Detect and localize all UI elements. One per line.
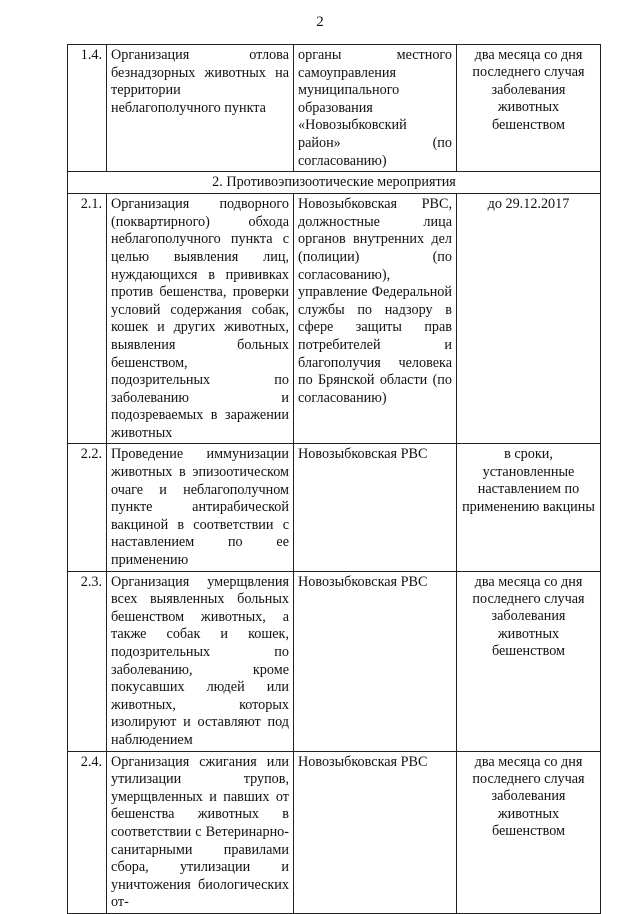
row-number: 1.4.	[68, 45, 107, 172]
responsible-text: Новозыбковская РВС	[294, 444, 457, 571]
table-row	[68, 194, 601, 444]
responsible-text: Новозыбковская РВС	[294, 751, 457, 913]
term-text: два месяца со дня последнего случая заболевания животных бешенством	[457, 45, 601, 172]
table-row	[68, 751, 601, 913]
term-text: до 29.12.2017	[457, 194, 601, 444]
measure-text: Проведение иммунизации животных в эпизоотическом очаге и неблагополучном пункте антирабической вакциной в соответствии с наставлением по ее применению	[107, 444, 294, 571]
measures-table	[67, 44, 601, 914]
term-text: два месяца со дня последнего случая заболевания животных бешенством	[457, 751, 601, 913]
page-number: 2	[316, 14, 324, 30]
section-row	[68, 172, 601, 194]
responsible-text: Новозыбковская РВС, должностные лица органов внутренних дел (полиции) (по согласованию), управление Федеральной службы по надзору в сфере защиты прав потребителей и благополучия человека по Брянской области (по согласованию)	[294, 194, 457, 444]
section-title: 2. Противоэпизоотические мероприятия	[68, 172, 601, 194]
row-number: 2.3.	[68, 571, 107, 751]
row-number: 2.4.	[68, 751, 107, 913]
term-text: два месяца со дня последнего случая заболевания животных бешенством	[457, 571, 601, 751]
term-text: в сроки, установленные наставлением по применению вакцины	[457, 444, 601, 571]
row-number: 2.2.	[68, 444, 107, 571]
table-row	[68, 45, 601, 172]
measure-text: Организация подворного (поквартирного) обхода неблагополучного пункта с целью выявления лиц, нуждающихся в прививках против бешенства, проверки условий содержания собак, кошек и других животных, выявления больных бешенством, подозрительных по заболеванию и подозреваемых в заражении животных	[107, 194, 294, 444]
table-row	[68, 571, 601, 751]
table-row	[68, 444, 601, 571]
measure-text: Организация отлова безнадзорных животных на территории неблагополучного пункта	[107, 45, 294, 172]
row-number: 2.1.	[68, 194, 107, 444]
responsible-text: органы местного самоуправления муниципального образования «Новозыбковский район» (по согласованию)	[294, 45, 457, 172]
measure-text: Организация умерщвления всех выявленных больных бешенством животных, а также собак и кошек, подозрительных по заболеванию, кроме покусавших людей или животных, которых изолируют и оставляют под наблюдением	[107, 571, 294, 751]
responsible-text: Новозыбковская РВС	[294, 571, 457, 751]
measure-text: Организация сжигания или утилизации трупов, умерщвленных и павших от бешенства животных в соответствии с Ветеринарно-санитарными правилами сбора, утилизации и уничтожения биологических от-	[107, 751, 294, 913]
